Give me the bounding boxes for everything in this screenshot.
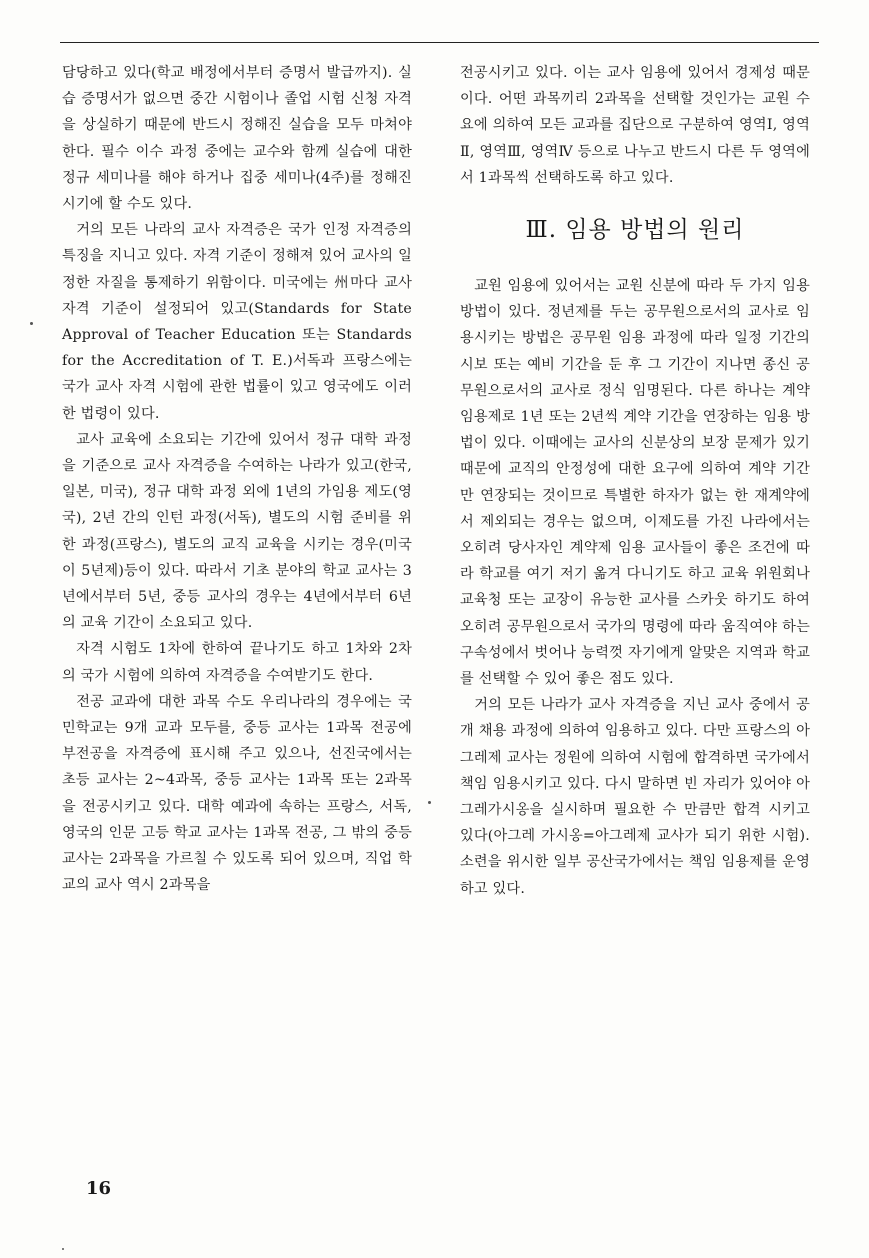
top-rule (60, 42, 819, 43)
paragraph-left-3: 교사 교육에 소요되는 기간에 있어서 정규 대학 과정을 기준으로 교사 자격증을 수여하는 나라가 있고(한국, 일본, 미국), 정규 대학 과정 외에 1년의 가임용 제도(영국), 2년 간의 인턴 과정(서독), 별도의 시험 준비를 위한 과정(프랑스), 별도의 교직 교육을 시키는 경우(미국이 5년제)등이 있다. 따라서 기초 분야의 학교 교사는 3년에서부터 5년, 중등 교사의 경우는 4년에서부터 6년의 교육 기간이 소요되고 있다. (62, 431, 412, 632)
section-heading: Ⅲ. 임용 방법의 원리 (525, 217, 745, 244)
paragraph-left-4: 자격 시험도 1차에 한하여 끝나기도 하고 1차와 2차의 국가 시험에 의하여 자격증을 수여받기도 한다. (62, 641, 412, 684)
paragraph-right-2: 거의 모든 나라가 교사 자격증을 지닌 교사 중에서 공개 채용 과정에 의하여 임용하고 있다. 다만 프랑스의 아그레제 교사는 정원에 의하여 시험에 합격하면 국가에서 책임 임용시키고 있다. 다시 말하면 빈 자리가 있어야 아그레가시옹을 실시하며 필요한 수 만큼만 합격 시키고 있다(아그레 가시옹=아그레제 교사가 되기 위한 시험). 소련을 위시한 일부 공산국가에서는 책임 임용제를 운영하고 있다. (460, 697, 810, 897)
scan-speck (62, 1248, 64, 1250)
paragraph-left-5: 전공 교과에 대한 과목 수도 우리나라의 경우에는 국민학교는 9개 교과 모두를, 중등 교사는 1과목 전공에 부전공을 자격증에 표시해 주고 있으나, 선진국에서는 초등 교사는 2~4과목, 중등 교사는 1과목 또는 2과목을 전공시키고 있다. 대학 예과에 속하는 프랑스, 서독, 영국의 인문 고등 학교 교사는 1과목 전공, 그 밖의 중등 교사는 2과목을 가르칠 수 있도록 되어 있으며, 직업 학교의 교사 역시 2과목을 (62, 693, 412, 894)
left-column (62, 60, 412, 899)
paragraph-right-1: 교원 임용에 있어서는 교원 신분에 따라 두 가지 임용 방법이 있다. 정년제를 두는 공무원으로서의 교사로 임용시키는 방법은 공무원 임용 과정에 따라 일정 기간의 시보 또는 예비 기간을 둔 후 그 기간이 지나면 종신 공무원으로서의 교사로 정식 임명된다. 다른 하나는 계약 임용제로 1년 또는 2년씩 계약 기간을 연장하는 임용 방법이 있다. 이때에는 교사의 신분상의 보장 문제가 있기 때문에 교직의 안정성에 대한 요구에 의하여 계약 기간만 연장되는 것이므로 특별한 하자가 없는 한 재계약에서 제외되는 경우는 없으며, 이제도를 가진 나라에서는 오히려 당사자인 계약제 임용 교사들이 좋은 조건에 따라 학교를 여기 저기 옮겨 다니기도 하고 교육 위원회나 교육청 또는 교장이 유능한 교사를 스카웃 하기도 하여 오히려 공무원으로서 국가의 명령에 따라 움직여야 하는 구속성에서 벗어나 능력껏 자기에게 알맞은 지역과 학교를 선택할 수 있어 좋은 점도 있다. (460, 278, 810, 688)
scan-speck (428, 801, 431, 804)
paragraph-right-intro: 전공시키고 있다. 이는 교사 임용에 있어서 경제성 때문이다. 어떤 과목끼리 2과목을 선택할 것인가는 교원 수요에 의하여 모든 교과를 집단으로 구분하여 영역Ⅰ, 영역Ⅱ, 영역Ⅲ, 영역Ⅳ 등으로 나누고 반드시 다른 두 영역에서 1과목씩 선택하도록 하고 있다. (460, 65, 810, 186)
right-column (460, 60, 810, 902)
page-number: 16 (86, 1178, 112, 1199)
paragraph-left-2: 거의 모든 나라의 교사 자격증은 국가 인정 자격증의 특징을 지니고 있다. 자격 기준이 정해져 있어 교사의 일정한 자질을 통제하기 위함이다. 미국에는 州마다 교사 자격 기준이 설정되어 있고(Standards for State Approval of Teacher Education 또는 Standards for the Accreditation of T. E.)서독과 프랑스에는 국가 교사 자격 시험에 관한 법률이 있고 영국에도 이러한 법령이 있다. (62, 222, 412, 422)
paragraph-left-1: 담당하고 있다(학교 배정에서부터 증명서 발급까지). 실습 증명서가 없으면 중간 시험이나 졸업 시험 신청 자격을 상실하기 때문에 반드시 정해진 실습을 모두 마쳐야 한다. 필수 이수 과정 중에는 교수와 함께 실습에 대한 정규 세미나를 해야 하거나 집중 세미나(4주)를 정해진 시기에 할 수도 있다. (62, 65, 412, 213)
scan-speck (30, 322, 33, 325)
